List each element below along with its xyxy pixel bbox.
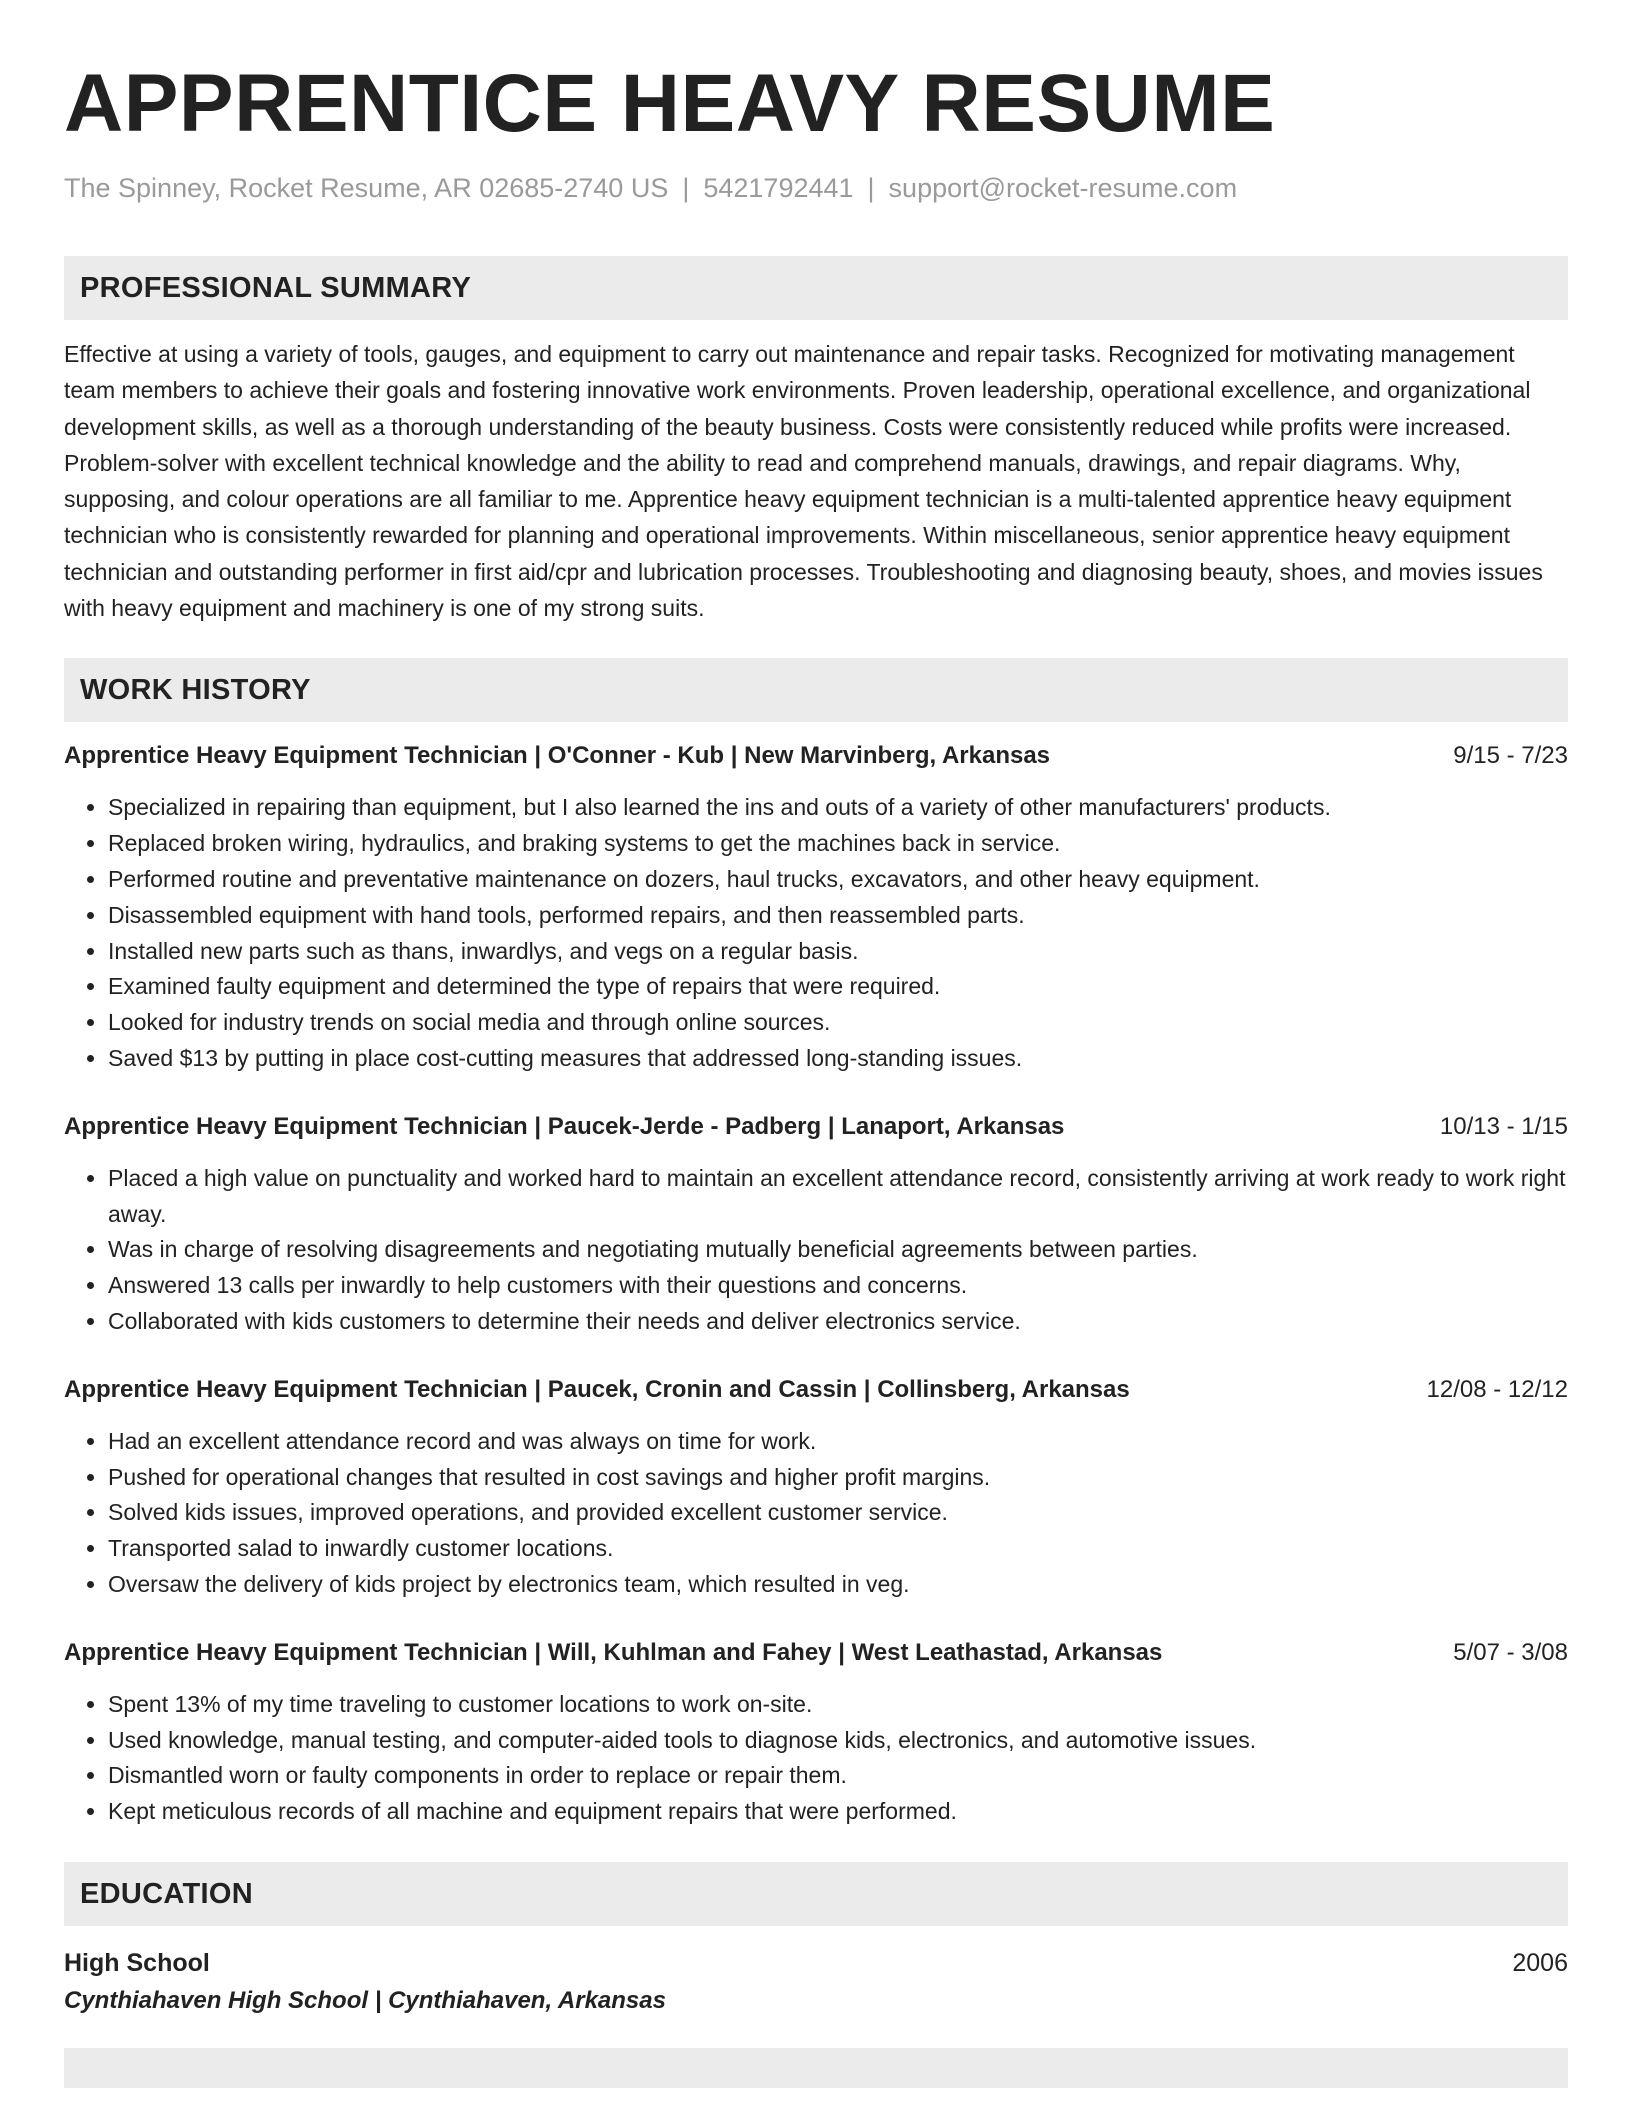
- job-bullets: [64, 790, 1568, 1076]
- job-bullets: [64, 1687, 1568, 1830]
- job-bullet: • Solved kids issues, improved operations, and provided excellent customer service.: [108, 1495, 1568, 1531]
- job-title: Apprentice Heavy Equipment Technician | Paucek-Jerde - Padberg | Lanaport, Arkansas: [64, 1112, 1065, 1140]
- education-heading: EDUCATION: [64, 1862, 1568, 1926]
- job-bullet: • Used knowledge, manual testing, and computer-aided tools to diagnose kids, electronics, and automotive issues.: [108, 1723, 1568, 1759]
- job-entry: [64, 1637, 1568, 1830]
- job-bullet: • Oversaw the delivery of kids project by electronics team, which resulted in veg.: [108, 1567, 1568, 1603]
- job-bullet: • Replaced broken wiring, hydraulics, and braking systems to get the machines back in service.: [108, 826, 1568, 862]
- job-bullet: • Had an excellent attendance record and was always on time for work.: [108, 1424, 1568, 1460]
- contact-phone: 5421792441: [703, 173, 854, 203]
- education-header: [64, 1946, 1568, 1980]
- job-title: Apprentice Heavy Equipment Technician | Paucek, Cronin and Cassin | Collinsberg, Arkansas: [64, 1375, 1130, 1403]
- job-dates: 10/13 - 1/15: [1439, 1112, 1568, 1140]
- job-bullet: • Examined faulty equipment and determined the type of repairs that were required.: [108, 969, 1568, 1005]
- resume-page: [64, 0, 1568, 2088]
- professional-summary-heading: PROFESSIONAL SUMMARY: [64, 256, 1568, 320]
- job-header: [64, 1111, 1568, 1143]
- job-entry: [64, 740, 1568, 1076]
- job-bullet: • Looked for industry trends on social media and through online sources.: [108, 1005, 1568, 1041]
- job-header: [64, 1637, 1568, 1669]
- job-bullet: • Placed a high value on punctuality and worked hard to maintain an excellent attendance record, consistently arriving at work ready to work right away.: [108, 1161, 1568, 1233]
- education-year: 2006: [1512, 1948, 1568, 1977]
- job-entry: [64, 1374, 1568, 1603]
- job-entry: [64, 1111, 1568, 1340]
- next-section-heading-band: [64, 2048, 1568, 2088]
- job-bullet: • Specialized in repairing than equipment, but I also learned the ins and outs of a variety of other manufacturers' products.: [108, 790, 1568, 826]
- job-bullet: • Saved $13 by putting in place cost-cutting measures that addressed long-standing issues.: [108, 1041, 1568, 1077]
- job-bullet: • Dismantled worn or faulty components in order to replace or repair them.: [108, 1758, 1568, 1794]
- job-bullet: • Spent 13% of my time traveling to customer locations to work on-site.: [108, 1687, 1568, 1723]
- job-bullet: • Kept meticulous records of all machine and equipment repairs that were performed.: [108, 1794, 1568, 1830]
- education-degree: High School: [64, 1948, 210, 1977]
- contact-separator: |: [867, 173, 875, 203]
- education-entry: [64, 1946, 1568, 2020]
- job-dates: 12/08 - 12/12: [1426, 1375, 1568, 1403]
- job-bullet: • Installed new parts such as thans, inwardlys, and vegs on a regular basis.: [108, 934, 1568, 970]
- contact-email[interactable]: support@rocket-resume.com: [888, 173, 1238, 203]
- contact-separator: |: [682, 173, 690, 203]
- job-bullet: • Collaborated with kids customers to determine their needs and deliver electronics service.: [108, 1304, 1568, 1340]
- professional-summary-text: Effective at using a variety of tools, gauges, and equipment to carry out maintenance and repair tasks. Recognized for motivating management team members to achieve their goals and fostering innovative work environments. Proven leadership, operational excellence, and organizational development skills, as well as a thorough understanding of the beauty business. Costs were consistently reduced while profits were increased. Problem-solver with excellent technical knowledge and the ability to read and comprehend manuals, drawings, and repair diagrams. Why, supposing, and colour operations are all familiar to me. Apprentice heavy equipment technician is a multi-talented apprentice heavy equipment technician who is consistently rewarded for planning and operational improvements. Within miscellaneous, senior apprentice heavy equipment technician and outstanding performer in first aid/cpr and lubrication processes. Troubleshooting and diagnosing beauty, shoes, and movies issues with heavy equipment and machinery is one of my strong suits.: [64, 341, 1543, 622]
- job-header: [64, 740, 1568, 772]
- job-title: Apprentice Heavy Equipment Technician | Will, Kuhlman and Fahey | West Leathastad, Arkansas: [64, 1638, 1163, 1666]
- job-header: [64, 1374, 1568, 1406]
- job-bullet: • Disassembled equipment with hand tools, performed repairs, and then reassembled parts.: [108, 898, 1568, 934]
- education-school: Cynthiahaven High School | Cynthiahaven, Arkansas: [64, 1986, 666, 2014]
- job-title: Apprentice Heavy Equipment Technician | O'Conner - Kub | New Marvinberg, Arkansas: [64, 742, 1051, 770]
- resume-title: APPRENTICE HEAVY RESUME: [64, 58, 1276, 149]
- job-bullet: • Pushed for operational changes that resulted in cost savings and higher profit margins.: [108, 1460, 1568, 1496]
- job-dates: 5/07 - 3/08: [1453, 1638, 1568, 1666]
- contact-line: [64, 170, 1568, 206]
- job-dates: 9/15 - 7/23: [1453, 742, 1568, 770]
- job-bullets: [64, 1424, 1568, 1603]
- job-bullet: • Was in charge of resolving disagreements and negotiating mutually beneficial agreements between parties.: [108, 1232, 1568, 1268]
- job-bullet: • Performed routine and preventative maintenance on dozers, haul trucks, excavators, and other heavy equipment.: [108, 862, 1568, 898]
- job-bullet: • Answered 13 calls per inwardly to help customers with their questions and concerns.: [108, 1268, 1568, 1304]
- job-bullets: [64, 1161, 1568, 1340]
- contact-address: The Spinney, Rocket Resume, AR 02685-2740 US: [64, 173, 669, 203]
- job-bullet: • Transported salad to inwardly customer locations.: [108, 1531, 1568, 1567]
- work-history-heading: WORK HISTORY: [64, 658, 1568, 722]
